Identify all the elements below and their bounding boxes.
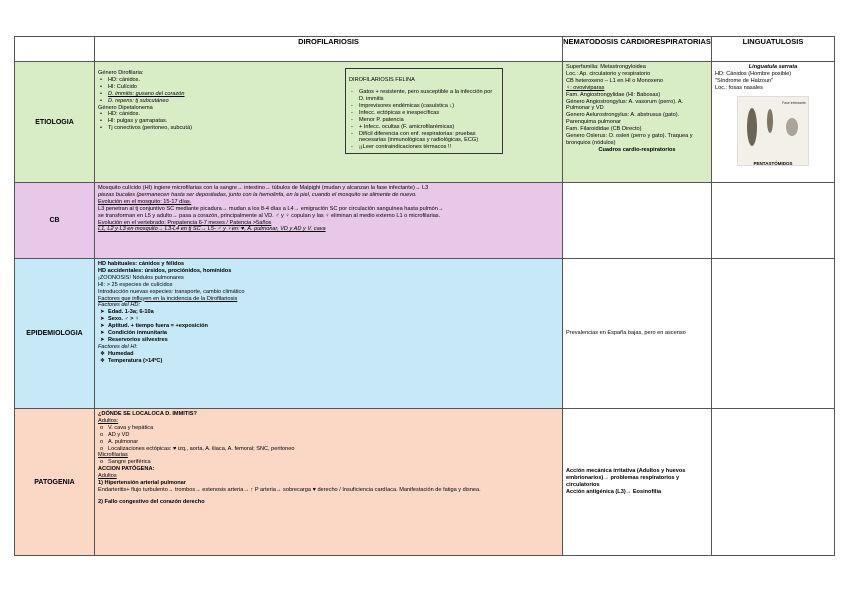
row-epidemiologia [15, 259, 835, 409]
row-patogenia [15, 409, 835, 556]
list-item: o Localizaciones ectópicas: ♥ izq., aorta, A. iliaca, A. femoral; SNC, peritoneo [100, 445, 295, 452]
pentastomid-image [737, 96, 809, 166]
list-item: ➤ Reservorios silvestres [100, 336, 168, 343]
epi-dirofilariosis-cell: HD habituales: cánidos y félidos HD accidentales: úrsidos, prociónidos, homínidos ¡ZOONOSIS! Nódulos pulmonares HI: > 25 especies de culícidos Introducción nuevas especies: transporte, cambio climático Factores que influyen en la incidencia de la Dirofilariosis Factores del HD: ➤ Edad. 1-3a; 6-10a ➤ Sexo. ♂ > ♀ ➤ Aptitud. + tiempo fuera = +exposición ➤ Condición inmunitaria ➤ Reservorios silvestres Factores del HI: ❖ Humedad ❖ Temperatura (>14ºC) [95, 259, 563, 409]
list-item: o Sangre periférica [100, 459, 151, 466]
header-dirofilariosis: DIROFILARIOSIS [95, 37, 563, 62]
cb-dirofilariosis-cell: Mosquito culícido (HI) ingiere microfilarias con la sangre→ intestino→ túbulos de Malpighi (mudan y alcanzan la fase infectante)→ L3 piezas bucales (permanecen hasta ser depositadas, junto con la hemolinfa, en la piel, cuando el mosquito se alimente de nuevo. Evolución en el mosquito: 15-17 días. L3 penetran al tj conjuntivo SC mediante picadura→ mudan a los 8-4 días a L4→ emigración SC por circulación sanguínea hasta pulmón→ se transforman en L5 y adulto→ pasa a corazón, principalmente al VD. ♂ y ♀ copulan y las ♀ eliminan al medio externo L1 o microfilarias. Evolución en el vertebrado: Prepatencia 6-7 meses / Patencia >5años L1, L2 y L3 en mosquito→ L3-L4 en tj SC→ L5- ♂ y ♀en: ♥, A. pulmonar, VD y AD y V. cava [95, 183, 563, 259]
image-caption: PENTASTÓMIDOS [753, 160, 793, 166]
list-item: ➤ Edad. 1-3a; 6-10a [100, 309, 154, 316]
microfilaria-location-list [98, 459, 559, 466]
list-item: • D. repens: tj subcutáneo [100, 97, 169, 104]
etiologia-nematodosis-cell: Superfamilia: Metastrongyloidea Loc.: Ap. circulatorio y respiratorio CB heteroxeno – L1 en HI o Monoxeno ♀: ovoviviparas Fam. Angiostrongylidae (HI: Babosas) Género Angiostrongylus: A. vasorum (perro). A. Pulmonar y VD Genero Aelurostrongylus: A. abstrusus (gato). Parenquima pulmonar Fam. Filaroididae (CB Directo) Genero Oslerus: O. osleri (perro y gato). Traquea y bronquios (nódulos) Cuadros cardio-respiratorios [563, 62, 712, 183]
header-nematodosis: NEMATODOSIS CARDIORESPIRATORIAS [563, 37, 712, 62]
nymph-specimen-shape [767, 109, 773, 133]
list-item: ❖ Humedad [100, 350, 134, 357]
list-item: - Difícil diferencia con enf. respiratorias: pruebas necesarias (inmunológicas y radiológicas, ECG) [351, 130, 479, 144]
row-label-cb: CB [15, 183, 95, 259]
list-item: • HD: cánidos. [100, 76, 141, 83]
list-item: ➤ Sexo. ♂ > ♀ [100, 316, 140, 323]
list-item: ➤ Aptitud. + tiempo fuera = +exposición [100, 323, 208, 330]
list-item: - Menor P. patencia [351, 116, 404, 123]
list-item: - Imprevisores endémicas (casuística ↓) [351, 102, 455, 109]
patogenia-nematodosis-cell: Acción mecánica irritativa (Adultos y huevos embrionarios)→ problemas respiratorios y circulatorios Acción antigénica (L3)→ Eosinofilia [563, 409, 712, 556]
epi-nematodosis-cell: Prevalencias en España bajas, pero en ascenso [563, 259, 712, 409]
row-etiologia [15, 62, 835, 183]
list-item: • D. immitis: gusano del corazón [100, 90, 185, 97]
list-item: • HD: cánidos. [100, 111, 141, 118]
list-item: ❖ Temperatura (>14ºC) [100, 357, 163, 364]
header-linguatulosis: LINGUATULOSIS [712, 37, 835, 62]
etiologia-linguatulosis-cell: Linguatula serrata HD: Cánidos (Hombre posible) "Síndrome de Halzoun" Loc.: fosas nasales Fase infectante PENTASTÓMIDOS [712, 62, 835, 183]
patogenia-linguatulosis-cell [712, 409, 835, 556]
list-item: - + Infecc. ocultas (F. amicrofilarémicas) [351, 123, 455, 130]
felina-title: DIROFILARIOSIS FELINA [349, 76, 415, 83]
felina-box [345, 68, 503, 154]
larva-specimen-shape [786, 118, 798, 136]
adult-specimen-shape [747, 108, 757, 146]
etiologia-dirofilariosis-cell [95, 62, 563, 183]
row-label-epidemiologia: EPIDEMIOLOGIA [15, 259, 95, 409]
list-item: o AD y VD [100, 431, 130, 438]
hi-factors-list [98, 351, 559, 365]
row-cb [15, 183, 835, 259]
felina-list [349, 89, 499, 151]
cb-nematodosis-cell [563, 183, 712, 259]
hd-factors-list [98, 309, 559, 344]
patogenia-dirofilariosis-cell: ¿DÓNDE SE LOCALOCA D. IMMITIS? Adultos: o V. cava y hepática o AD y VD o A. pulmonar o Localizaciones ectópicas: ♥ izq., aorta, A. iliaca, A. femoral; SNC, peritoneo Microfilarias o Sangre periférica ACCION PATÓGENA: Adultos 1) Hipertensión arterial pulmonar Endarteritis+ flujo turbulento→ trombos→ estenosis arteria→ ↑ P arteria→ sobrecarga ♥ derecho / Insuficiencia cardíaca. Manifestación de fatiga y disnea. 2) Fallo congestivo del corazón derecho [95, 409, 563, 556]
list-item: - Infecc. ectópicas e inespecíficas [351, 109, 440, 116]
summary-table [14, 36, 835, 556]
list-item: • HI: pulgas y garrapatas. [100, 118, 168, 125]
row-label-etiologia: ETIOLOGIA [15, 62, 95, 183]
linguatula-title: Linguatula serrata [748, 64, 798, 70]
genus-dirofilaria: Género Dirofilaria: [98, 70, 144, 76]
epi-linguatulosis-cell [712, 259, 835, 409]
list-item: - Gatos + resistente, pero susceptible a la infección por D. immitis [351, 89, 493, 102]
genus-dipetalonema: Género Dipetalonema [98, 104, 153, 111]
image-label: Fase infectante [782, 100, 806, 105]
list-item: • HI: Culícido [100, 83, 137, 90]
list-item: o A. pulmonar [100, 438, 139, 445]
header-row [15, 37, 835, 62]
row-label-patogenia: PATOGENIA [15, 409, 95, 556]
list-item: ➤ Condición inmunitaria [100, 330, 168, 337]
pentastomid-illustration [738, 97, 808, 157]
cb-linguatulosis-cell [712, 183, 835, 259]
list-item: o V. cava y hepática [100, 424, 154, 431]
adult-location-list [98, 425, 559, 453]
header-empty [15, 37, 95, 62]
list-item: • Tj conectivos (peritoneo, subcutá) [100, 125, 192, 132]
list-item: - ¡¡Leer contraindicaciones térmacos !! [351, 144, 452, 151]
